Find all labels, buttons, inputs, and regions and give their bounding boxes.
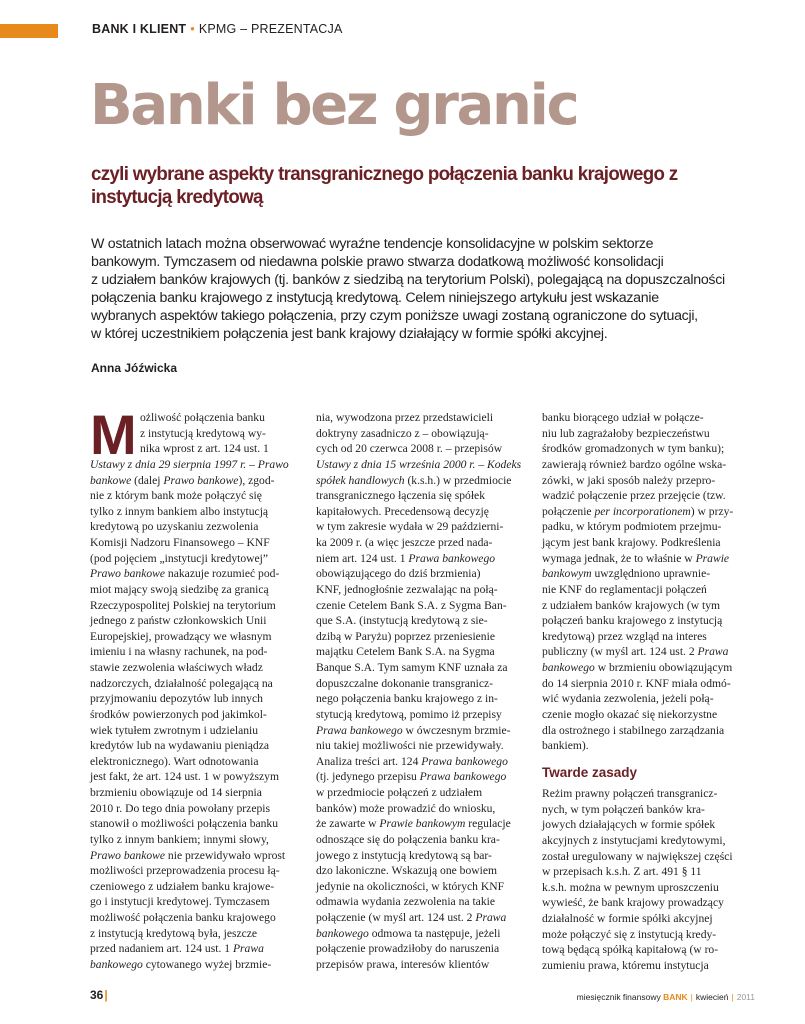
body-column-2: nia, wywodzona przez przedstawicieli doktryny zasadniczo z – obowiązują- cych od 20 czerwca 2008 r. – przepisów Ustawy z dnia 15 września 2000 r. – Kodeks spółek handlowych (k.s.h.) w przedmiocie transgranicznego łączenia się spółek kapitałowych. Precedensową decyzję w tym zakresie wydała w 29 październi- ka 2009 r. (a więc jeszcze przed nada- niem art. 124 ust. 1 Prawa bankowego obowiązującego do dziś brzmienia) KNF, jednogłośnie zezwalając na połą- czenie Cetelem Bank S.A. z Sygma Ban- que S.A. (instytucją kredytową z sie- dzibą w Paryżu) poprzez przeniesienie majątku Cetelem Bank S.A. na Sygma Banque S.A. Tym samym KNF uznała za dopuszczalne dokonanie transgranicz- nego połączenia banku krajowego z in- stytucją kredytową, pomimo iż przepisy Prawa bankowego w ówczesnym brzmie- niu takiej możliwości nie przewidywały. Analiza treści art. 124 Prawa bankowego (tj. jedynego przepisu Prawa bankowego w przedmiocie połączeń z udziałem banków) może prowadzić do wniosku, że zawarte w Prawie bankowym regulacje odnoszące się do połączenia banku kra- jowego z instytucją kredytową są bar- dzo lakoniczne. Wskazują one bowiem jedynie na okoliczności, w których KNF odmawia wydania zezwolenia na takie połączenie (w myśl art. 124 ust. 2 Prawa bankowego odmowa ta następuje, jeżeli połączenie prowadziłoby do naruszenia przepisów prawa, interesów klientów: [316, 411, 522, 971]
drop-cap: M: [90, 403, 137, 466]
running-footer: [577, 992, 755, 1002]
lead-line: z udziałem banków krajowych (tj. banków z siedzibą na terytorium Polski), polegającą na dopuszczalności: [91, 272, 725, 288]
page-number: [90, 988, 108, 1002]
footer-separator: |: [731, 992, 734, 1002]
footer-magazine: miesięcznik finansowy: [576, 992, 661, 1002]
header-bullet: •: [190, 22, 195, 36]
lead-line: wybranych aspektów takiego połączenia, przy czym poniższe uwagi zostaną ograniczone do sytuacji,: [91, 308, 698, 324]
footer-issue: kwiecień: [695, 992, 729, 1002]
footer-year: 2011: [736, 992, 755, 1002]
article-lead: [91, 235, 761, 343]
body-column-3: banku biorącego udział w połącze- niu lub zagrażałoby bezpieczeństwu środków gromadzonych w tym banku); zawierają również bardzo ogólne wska- zówki, w jaki sposób należy przepro- wadzić połączenie przez przejęcie (tzw. połączenie per incorporationem) w przy- padku, w którym podmiotem przejmu- jącym jest bank krajowy. Podkreślenia wymaga jednak, że to właśnie w Prawie bankowym uwzględniono uprawnie- nie KNF do reglamentacji połączeń z udziałem banków krajowych (w tym połączeń banku krajowego z instytucją kredytową) przez wzgląd na interes publiczny (w myśl art. 124 ust. 2 Prawa bankowego w brzmieniu obowiązującym do 14 sierpnia 2010 r. KNF miała odmó- wić wydania zezwolenia, jeżeli połą- czenie mogło okazać się niekorzystne dla ostrożnego i stabilnego zarządzania bankiem).: [542, 411, 734, 753]
lead-line: W ostatnich latach można obserwować wyraźne tendencje konsolidacyjne w polskim sektorze: [91, 236, 654, 252]
section-heading: Twarde zasady: [542, 765, 638, 780]
lead-line: bankowym. Tymczasem od niedawna polskie prawo stwarza dodatkową możliwość konsolidacji: [91, 254, 664, 270]
article-subtitle: czyli wybrane aspekty transgranicznego połączenia banku krajowego z instytucją kredytową: [91, 163, 678, 208]
lead-line: w której uczestnikiem połączenia jest bank krajowy działający w formie spółki akcyjnej.: [91, 326, 608, 342]
article-title: Banki bez granic: [90, 73, 578, 138]
header-accent-bar: [0, 24, 58, 38]
footer-separator: |: [690, 992, 693, 1002]
header-section: BANK I KLIENT: [92, 22, 187, 36]
body-column-3-continued: Reżim prawny połączeń transgranicz- nych, w tym połączeń banków kra- jowych działających w formie spółek akcyjnych z instytucjami kredytowymi, został uregulowany w największej części w przepisach k.s.h. Z art. 491 § 11 k.s.h. można w pewnym uproszczeniu wywieść, że bank krajowy prowadzący działalność w formie spółki akcyjnej może połączyć się z instytucją kredy- tową będącą spółką kapitałową (w ro- zumieniu prawa, któremu instytucja: [542, 787, 733, 972]
running-header: [92, 22, 343, 36]
lead-line: połączenia banku krajowego z instytucją kredytową. Celem niniejszego artykułu jest wskazanie: [91, 290, 659, 306]
header-subsection: KPMG – PREZENTACJA: [198, 22, 343, 36]
article-author: Anna Jóźwicka: [91, 361, 178, 375]
body-column-1: ożliwość połączenia banku z instytucją kredytową wy- nika wprost z art. 124 ust. 1 Ustawy z dnia 29 sierpnia 1997 r. – Prawo bankowe (dalej Prawo bankowe), zgod- nie z którym bank może połączyć się tylko z innym bankiem albo instytucją kredytową po uzyskaniu zezwolenia Komisji Nadzoru Finansowego – KNF (pod pojęciem „instytucji kredytowej” Prawo bankowe nakazuje rozumieć pod- miot mający swoją siedzibę za granicą Rzeczypospolitej Polskiej na terytorium jednego z państw członkowskich Unii Europejskiej, prowadzący we własnym imieniu i na własny rachunek, na pod- stawie zezwolenia właściwych władz nadzorczych, działalność polegającą na przyjmowaniu depozytów lub innych środków powierzonych pod jakimkol- wiek tytułem zwrotnym i udzielaniu kredytów lub na wydawaniu pieniądza elektronicznego). Wart odnotowania jest fakt, że art. 124 ust. 1 w powyższym brzmieniu obowiązuje od 14 sierpnia 2010 r. Do tego dnia powołany przepis stanowił o możliwości połączenia banku tylko z innym bankiem; innymi słowy, Prawo bankowe nie przewidywało wprost możliwości przeprowadzenia procesu łą- czeniowego z udziałem banku krajowe- go i instytucji kredytowej. Tymczasem możliwość połączenia banku krajowego z instytucją kredytową była, jeszcze przed nadaniem art. 124 ust. 1 Prawa bankowego cytowanego wyżej brzmie-: [90, 411, 289, 971]
footer-brand: BANK: [663, 992, 688, 1002]
page-number-divider: |: [104, 988, 108, 1002]
page-number-value: 36: [90, 988, 104, 1002]
